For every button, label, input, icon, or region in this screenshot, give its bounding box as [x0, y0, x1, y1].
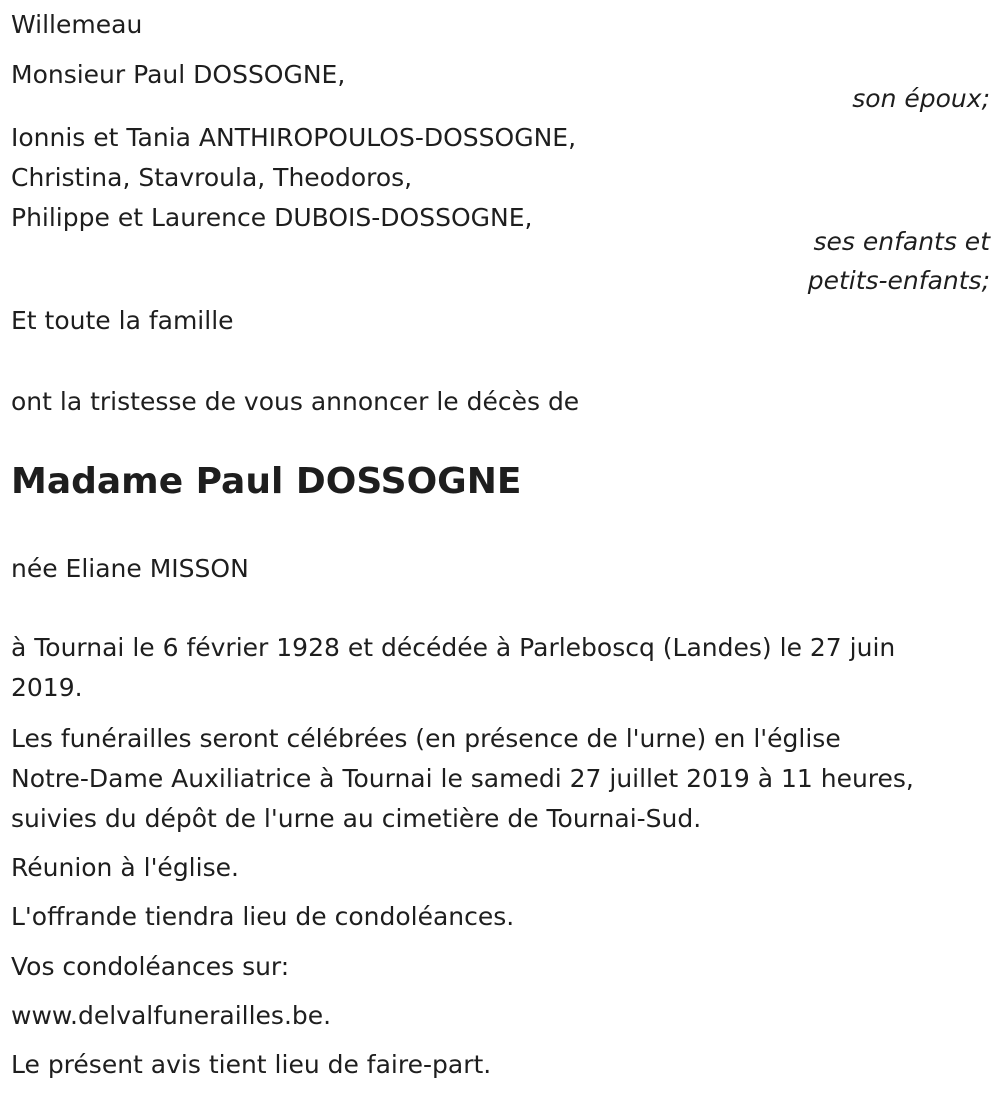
website: www.delvalfunerailles.be. [11, 1001, 332, 1030]
born-name: née Eliane MISSON [11, 554, 249, 583]
spouse-role: son époux; [852, 84, 990, 113]
dates-line-1: à Tournai le 6 février 1928 et décédée à Parleboscq (Landes) le 27 juin [11, 633, 896, 662]
spouse-name: Monsieur Paul DOSSOGNE, [11, 60, 346, 89]
children-role-2: petits-enfants; [807, 266, 990, 295]
child-line-1: Ionnis et Tania ANTHIROPOULOS-DOSSOGNE, [11, 123, 577, 152]
announcement: ont la tristesse de vous annoncer le décès de [11, 387, 580, 416]
place-heading: Willemeau [11, 10, 143, 39]
funeral-line-1: Les funérailles seront célébrées (en présence de l'urne) en l'église [11, 724, 841, 753]
dates-line-2: 2019. [11, 673, 83, 702]
condolences-label: Vos condoléances sur: [11, 952, 290, 981]
funeral-line-2: Notre-Dame Auxiliatrice à Tournai le samedi 27 juillet 2019 à 11 heures, [11, 764, 914, 793]
funeral-line-3: suivies du dépôt de l'urne au cimetière de Tournai-Sud. [11, 804, 702, 833]
family-rest: Et toute la famille [11, 306, 234, 335]
child-line-2: Christina, Stavroula, Theodoros, [11, 163, 413, 192]
meeting-info: Réunion à l'église. [11, 853, 239, 882]
children-role-1: ses enfants et [813, 227, 990, 256]
notice-footer: Le présent avis tient lieu de faire-part. [11, 1050, 492, 1079]
child-line-3: Philippe et Laurence DUBOIS-DOSSOGNE, [11, 203, 533, 232]
offering-info: L'offrande tiendra lieu de condoléances. [11, 902, 515, 931]
deceased-name: Madame Paul DOSSOGNE [11, 461, 522, 502]
